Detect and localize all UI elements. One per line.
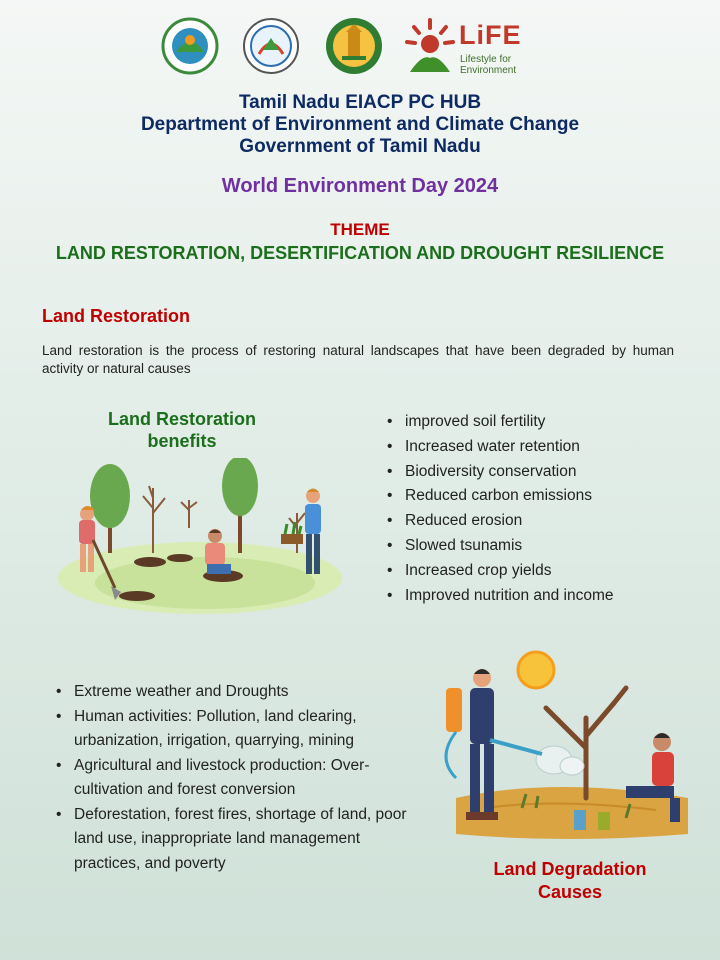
cause-item: • Human activities: Pollution, land clearing, urbanization, irrigation, quarrying, mining (56, 705, 426, 754)
benefit-item: • Increased crop yields (387, 559, 707, 584)
header-line-3: Government of Tamil Nadu (239, 136, 481, 157)
benefit-item: • Biodiversity conservation (387, 460, 707, 485)
header-line-1: Tamil Nadu EIACP PC HUB (238, 92, 482, 113)
cause-item: • Deforestation, forest fires, shortage of land, poor land use, inappropriate land management practices, and poverty (56, 803, 426, 877)
planting-people-illustration (55, 458, 345, 616)
life-logo-name: LiFE (459, 20, 522, 50)
life-logo-tagline: Lifestyle for Environment (460, 54, 517, 76)
benefit-item: • Improved nutrition and income (387, 584, 707, 609)
benefits-list (387, 410, 707, 608)
event-title: World Environment Day 2024 (221, 175, 499, 197)
theme-text: LAND RESTORATION, DESERTIFICATION AND DROUGHT RESILIENCE (55, 243, 665, 263)
degradation-causes-list (56, 680, 426, 876)
cause-item: • Agricultural and livestock production: Over-cultivation and forest conversion (56, 754, 426, 803)
benefit-item: • Reduced erosion (387, 509, 707, 534)
benefit-item: • improved soil fertility (387, 410, 707, 435)
benefit-item: • Reduced carbon emissions (387, 484, 707, 509)
benefits-title: Land Restoration benefits (107, 409, 256, 451)
eiacp-logo (241, 14, 301, 78)
life-sun-icon (402, 14, 458, 80)
cause-item: • Extreme weather and Droughts (56, 680, 426, 705)
header-line-2: Department of Environment and Climate Change (140, 114, 580, 135)
logo-row (0, 10, 720, 82)
degradation-causes-title: Land Degradation Causes (493, 859, 647, 902)
land-restoration-title: Land Restoration (42, 306, 191, 326)
theme-label: THEME (330, 220, 390, 239)
tamil-nadu-government-seal-logo (324, 14, 384, 78)
benefit-item: • Slowed tsunamis (387, 534, 707, 559)
benefit-item: • Increased water retention (387, 435, 707, 460)
land-restoration-description: Land restoration is the process of restoring natural landscapes that have been degraded by human activity or natural causes (42, 343, 674, 376)
land-degradation-illustration (426, 648, 696, 848)
ministry-emblem-logo (160, 14, 220, 78)
